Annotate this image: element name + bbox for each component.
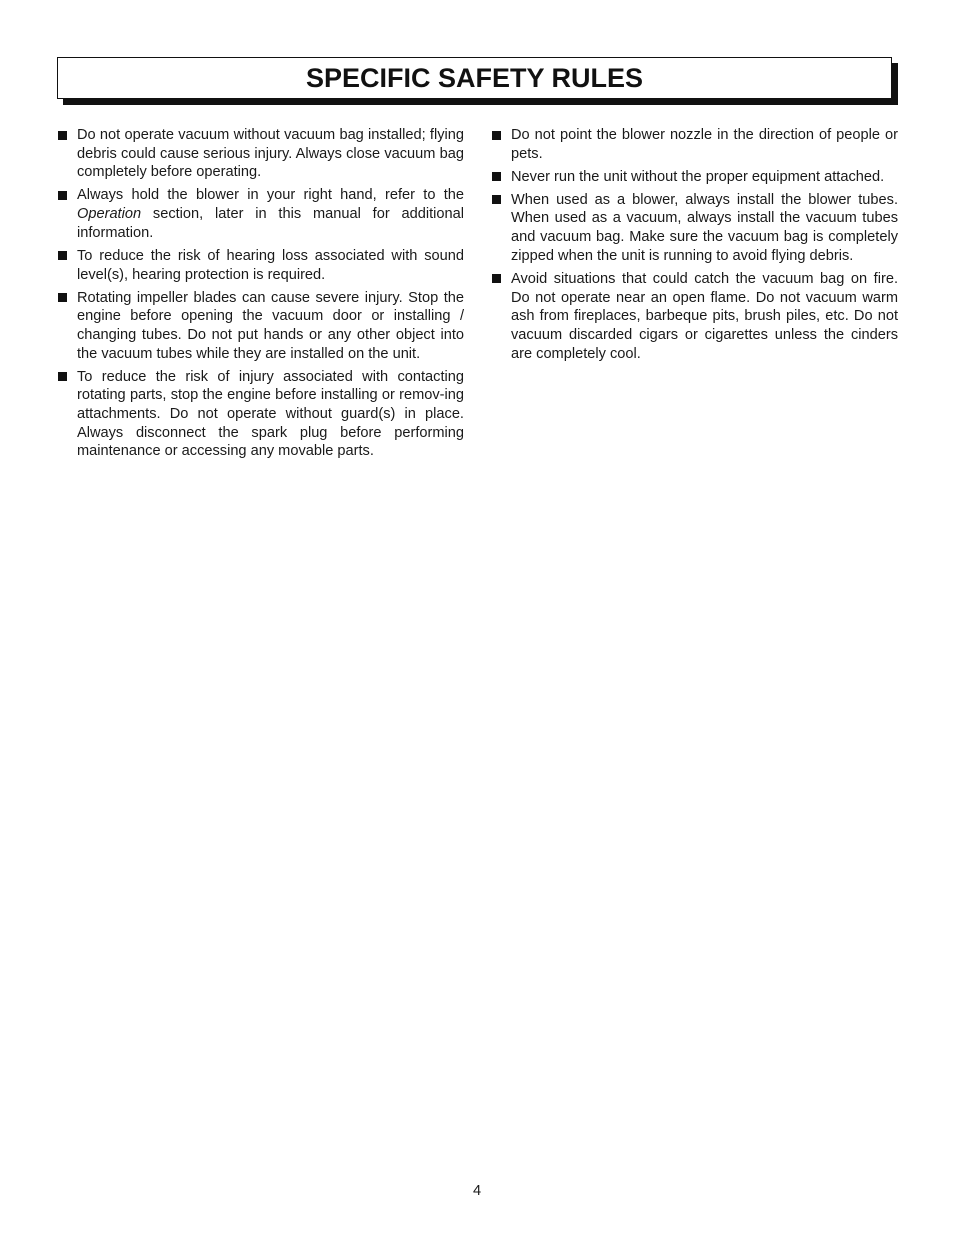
safety-rule-item	[57, 247, 464, 284]
safety-rule-text-end: section, later in this manual for additional information.	[77, 206, 464, 241]
square-bullet-icon	[492, 274, 501, 283]
safety-rule-text: Rotating impeller blades can cause severe injury. Stop the engine before opening the vacuum door or installing / changing tubes. Do not put hands or any other object into the vacuum tubes while they are installed on the unit.	[77, 289, 464, 362]
square-bullet-icon	[492, 131, 501, 140]
safety-rule-text: Do not point the blower nozzle in the direction of people or pets.	[511, 127, 898, 162]
safety-rule-item	[491, 191, 898, 266]
operation-section-reference: Operation	[77, 206, 142, 223]
page-number: 4	[472, 1183, 482, 1199]
safety-rules-left-column	[57, 126, 464, 465]
square-bullet-icon	[58, 131, 67, 140]
square-bullet-icon	[58, 251, 67, 260]
safety-rule-item	[491, 270, 898, 364]
section-header-box	[57, 57, 892, 99]
safety-rule-text: When used as a blower, always install the blower tubes. When used as a vacuum, always install the vacuum tubes and vacuum bag. Make sure the vacuum bag is completely zipped when the unit is running to avoid flying debris.	[511, 191, 898, 264]
safety-rule-text-start: Always hold the blower in your right hand, refer to the	[77, 187, 464, 204]
safety-rule-item	[491, 168, 898, 187]
safety-rule-text: Do not operate vacuum without vacuum bag installed; flying debris could cause serious injury. Always close vacuum bag completely before operating.	[77, 127, 464, 181]
safety-rule-text: To reduce the risk of hearing loss associated with sound level(s), hearing protection is required.	[77, 247, 464, 283]
square-bullet-icon	[492, 172, 501, 181]
safety-rule-text: To reduce the risk of injury associated with contacting rotating parts, stop the engine before installing or remov-ing attachments. Do not operate without guard(s) in place. Always disconnect the spark plug before performing maintenance or accessing any movable parts.	[77, 368, 464, 460]
safety-rule-item	[491, 126, 898, 163]
safety-rules-right-column	[491, 126, 898, 368]
safety-rule-text	[77, 187, 464, 240]
safety-rule-item	[57, 368, 464, 462]
safety-rule-item	[57, 126, 464, 182]
safety-rule-item	[57, 289, 464, 364]
square-bullet-icon	[492, 195, 501, 204]
safety-rule-item	[57, 186, 464, 242]
safety-rule-text: Never run the unit without the proper equipment attached.	[511, 168, 885, 185]
square-bullet-icon	[58, 293, 67, 302]
square-bullet-icon	[58, 372, 67, 381]
page-title: SPECIFIC SAFETY RULES	[305, 63, 644, 93]
square-bullet-icon	[58, 191, 67, 200]
safety-rule-text: Avoid situations that could catch the vacuum bag on fire. Do not operate near an open flame. Do not vacuum warm ash from fireplaces, barbeque pits, brush piles, etc. Do not vacuum discarded cigars or cigarettes unless the cinders are completely cool.	[511, 270, 898, 362]
